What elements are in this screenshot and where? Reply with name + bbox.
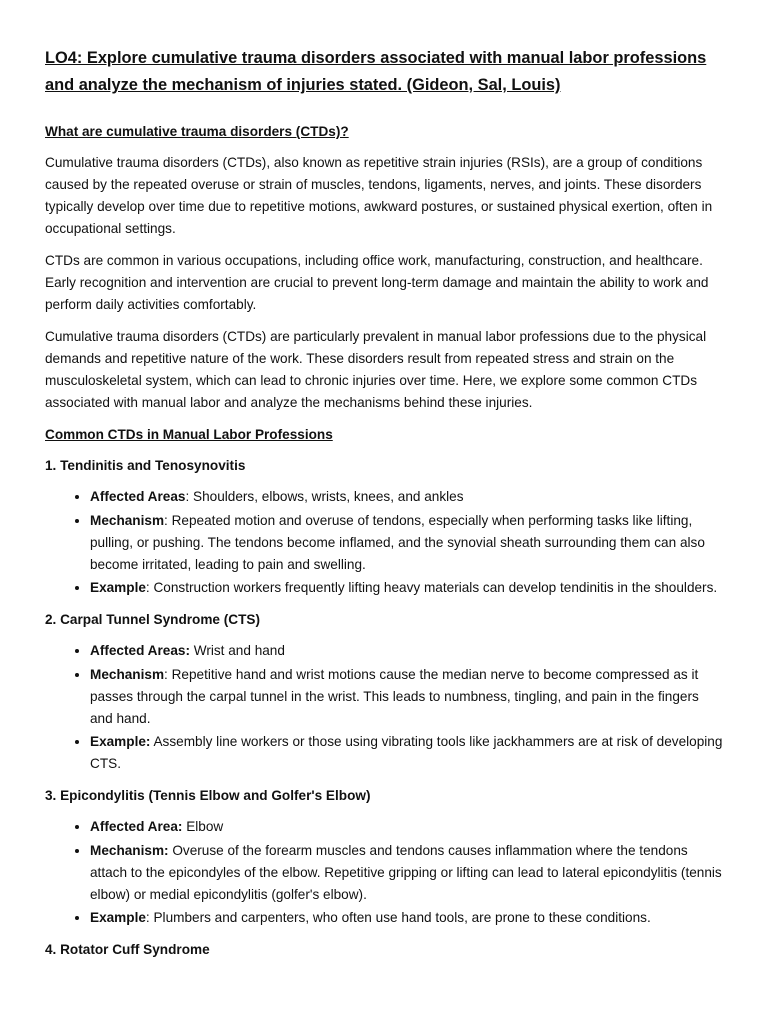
section-heading-common-ctds: Common CTDs in Manual Labor Professions <box>45 427 333 442</box>
bullet-list-carpal-tunnel <box>45 640 723 775</box>
list-item: • Affected Area: Elbow <box>90 816 723 838</box>
bullet-list-tendinitis <box>45 486 723 599</box>
section-heading-what-are-ctds: What are cumulative trauma disorders (CTDs)? <box>45 124 349 139</box>
subheading-epicondylitis: 3. Epicondylitis (Tennis Elbow and Golfer's Elbow) <box>45 788 371 803</box>
list-item: • Mechanism: Repeated motion and overuse of tendons, especially when performing tasks like lifting, pulling, or pushing. The tendons become inflamed, and the synovial sheath surrounding them can also become irritated, leading to pain and swelling. <box>90 510 723 576</box>
list-item: • Affected Areas: Shoulders, elbows, wrists, knees, and ankles <box>90 486 723 508</box>
paragraph-ctd-manual-labor: Cumulative trauma disorders (CTDs) are particularly prevalent in manual labor professions due to the physical demands and repetitive nature of the work. These disorders result from repeated stress and strain on the musculoskeletal system, which can lead to chronic injuries over time. Here, we explore some common CTDs associated with manual labor and analyze the mechanisms behind these injuries. <box>45 329 707 410</box>
list-item: • Mechanism: Repetitive hand and wrist motions cause the median nerve to become compressed as it passes through the carpal tunnel in the wrist. This leads to numbness, tingling, and pain in the fingers and hand. <box>90 664 723 730</box>
list-item: • Example: Assembly line workers or those using vibrating tools like jackhammers are at risk of developing CTS. <box>90 731 723 775</box>
list-item: • Example: Construction workers frequently lifting heavy materials can develop tendinitis in the shoulders. <box>90 577 723 599</box>
paragraph-ctd-occupations: CTDs are common in various occupations, including office work, manufacturing, construction, and healthcare. Early recognition and intervention are crucial to prevent long-term damage and maintain the ability to work and perform daily activities comfortably. <box>45 253 709 312</box>
subheading-carpal-tunnel: 2. Carpal Tunnel Syndrome (CTS) <box>45 612 261 627</box>
subheading-rotator-cuff: 4. Rotator Cuff Syndrome <box>45 942 210 957</box>
list-item: • Example: Plumbers and carpenters, who often use hand tools, are prone to these conditions. <box>90 907 723 929</box>
list-item: • Affected Areas: Wrist and hand <box>90 640 723 662</box>
paragraph-ctd-definition: Cumulative trauma disorders (CTDs), also known as repetitive strain injuries (RSIs), are a group of conditions caused by the repeated overuse or strain of muscles, tendons, ligaments, nerves, and joints. These disorders typically develop over time due to repetitive motions, awkward postures, or sustained physical exertion, often in occupational settings. <box>45 155 713 236</box>
document-title: LO4: Explore cumulative trauma disorders associated with manual labor professions and analyze the mechanism of injuries stated. (Gideon, Sal, Louis) <box>45 49 707 94</box>
bullet-list-epicondylitis <box>45 816 723 929</box>
subheading-tendinitis: 1. Tendinitis and Tenosynovitis <box>45 458 246 473</box>
list-item: • Mechanism: Overuse of the forearm muscles and tendons causes inflammation where the tendons attach to the epicondyles of the elbow. Repetitive gripping or lifting can lead to lateral epicondylitis (tennis elbow) or medial epicondylitis (golfer's elbow). <box>90 840 723 906</box>
